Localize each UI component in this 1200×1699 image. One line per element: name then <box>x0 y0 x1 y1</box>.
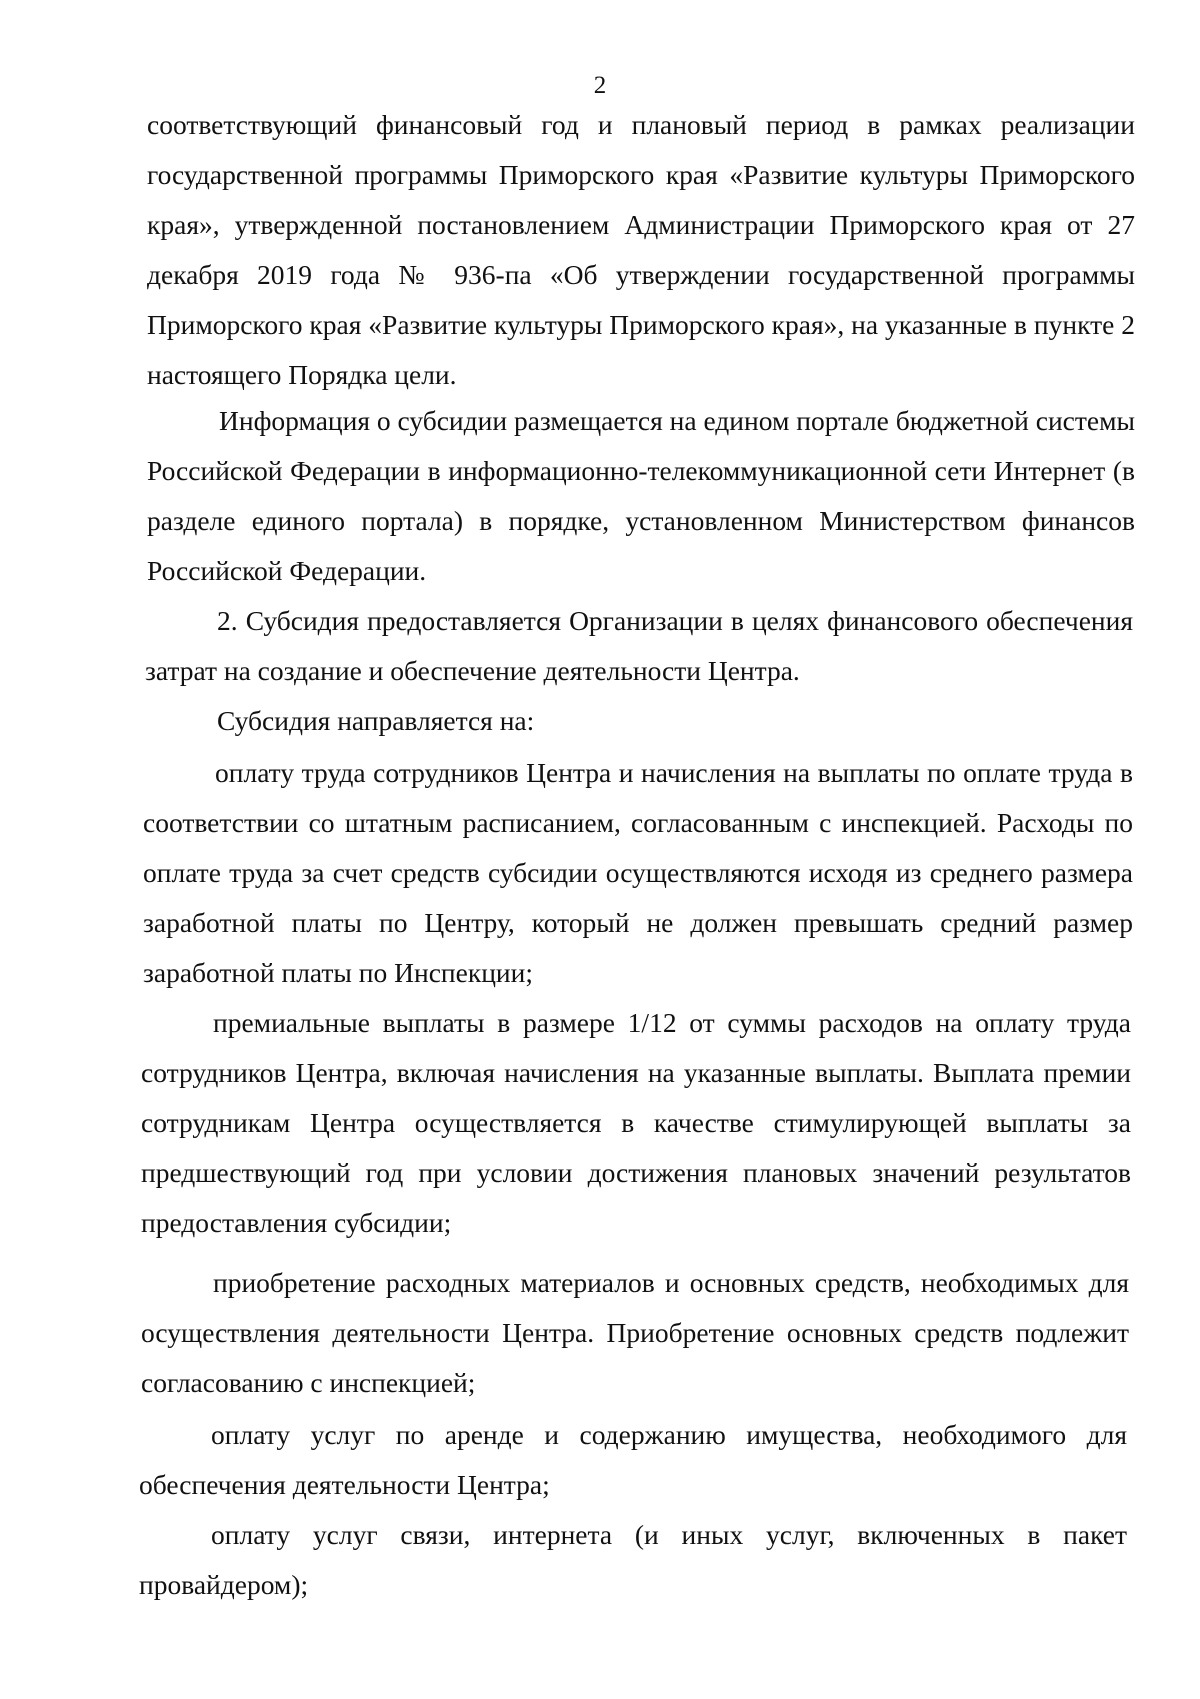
list-item-bonus: премиальные выплаты в размере 1/12 от суммы расходов на оплату труда сотрудников Центра, включая начисления на указанные выплаты. Выплата премии сотрудникам Центра осуществляется в качестве стимулирующей выплаты за предшествующий год при условии достижения плановых значений результатов предоставления субсидии; <box>141 1007 1131 1238</box>
paragraph-subsidy-purpose: 2. Субсидия предоставляется Организации в целях финансового обеспечения затрат на создание и обеспечение деятельности Центра. <box>145 605 1133 686</box>
list-item-communications: оплату услуг связи, интернета (и иных услуг, включенных в пакет провайдером); <box>139 1519 1127 1600</box>
paragraph-subsidy-information: Информация о субсидии размещается на едином портале бюджетной системы Российской Федерации в информационно-телекоммуникационной сети Интернет (в разделе единого портала) в порядке, установленном Министерством финансов Российской Федерации. <box>147 405 1135 586</box>
list-item-materials: приобретение расходных материалов и основных средств, необходимых для осуществления деятельности Центра. Приобретение основных средств подлежит согласованию с инспекцией; <box>141 1267 1129 1398</box>
list-item-salary: оплату труда сотрудников Центра и начисления на выплаты по оплате труда в соответствии со штатным расписанием, согласованным с инспекцией. Расходы по оплате труда за счет средств субсидии осуществляются исходя из среднего размера заработной платы по Центру, который не должен превышать средний размер заработной платы по Инспекции; <box>143 757 1133 988</box>
list-item-rent: оплату услуг по аренде и содержанию имущества, необходимого для обеспечения деятельности Центра; <box>139 1419 1127 1500</box>
paragraph-subsidy-directed: Субсидия направляется на: <box>217 705 535 736</box>
paragraph-program-reference: соответствующий финансовый год и плановый период в рамках реализации государственной программы Приморского края «Развитие культуры Приморского края», утвержденной постановлением Администрации Приморского края от 27 декабря 2019 года № 936-па «Об утверждении государственной программы Приморского края «Развитие культуры Приморского края», на указанные в пункте 2 настоящего Порядка цели. <box>147 109 1135 390</box>
page-number: 2 <box>593 72 607 99</box>
